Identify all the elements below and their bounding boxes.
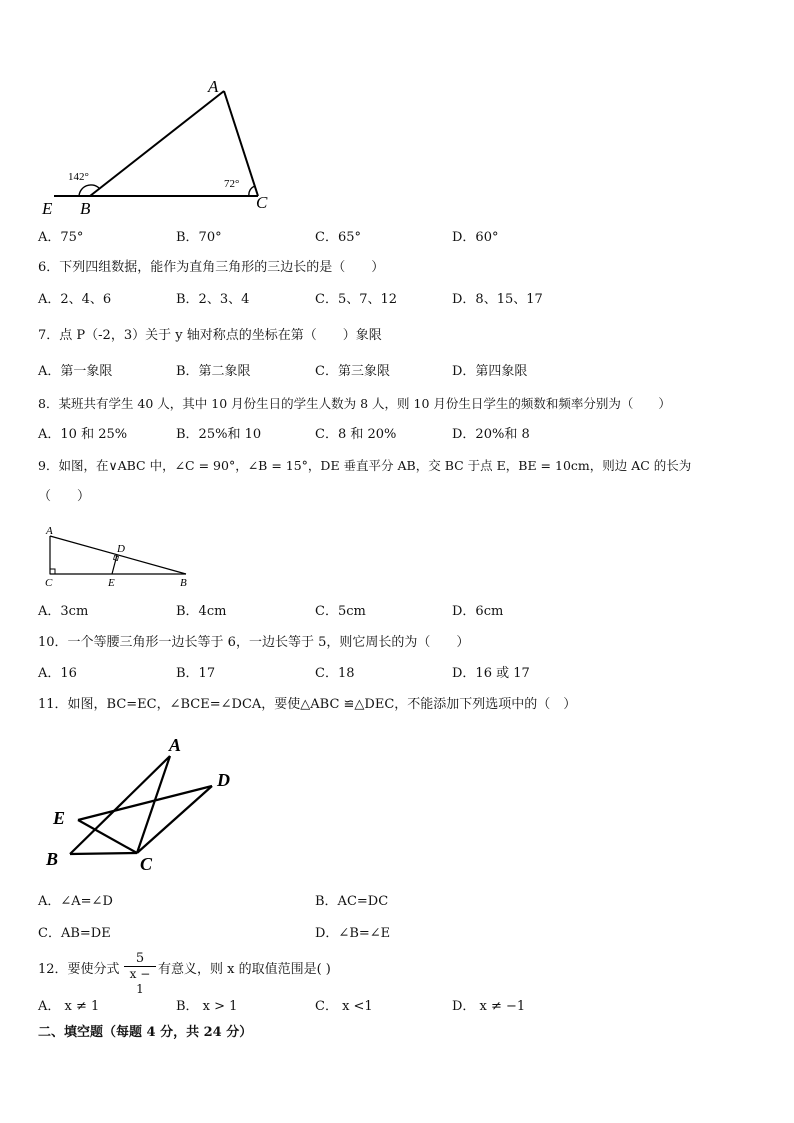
q12-stem-after: 有意义，则 x 的取值范围是( ) [158,962,331,977]
q8-stem: 8．某班共有学生 40 人，其中 10 月份生日的学生人数为 8 人，则 10 月份生日学生的频数和频率分别为（ ） [38,396,671,411]
q11-option-c[interactable]: C．AB=DE [38,926,111,941]
q12-stem-before: 12．要使分式 [38,962,120,977]
q12-option-d[interactable]: D． x ≠ −1 [452,999,526,1014]
fig1-label-c: C [256,193,268,212]
q9-option-d[interactable]: D．6cm [452,604,504,619]
q9-fig-label-a: A [46,525,53,537]
q9-fig-label-e: E [108,577,115,589]
q8-option-a[interactable]: A．10 和 25% [38,427,128,442]
q6-option-a[interactable]: A．2、4、6 [38,292,112,307]
figure-congruent-triangles [40,732,240,874]
q11-fig-label-d: D [217,770,230,790]
q10-stem: 10．一个等腰三角形一边长等于 6，一边长等于 5，则它周长的为（ ） [38,635,470,650]
q9-fig-label-c: C [45,577,53,589]
q6-stem: 6．下列四组数据，能作为直角三角形的三边长的是（ ） [38,260,385,275]
section-heading-fill-in: 二、填空题（每题 4 分，共 24 分） [38,1025,253,1040]
q5-option-d[interactable]: D．60° [452,230,499,245]
q9-stem-line1: 9．如图，在∨ABC 中，∠C = 90°，∠B = 15°，DE 垂直平分 AB，交 BC 于点 E，BE = 10cm，则边 AC 的长为 [38,458,692,473]
q8-option-d[interactable]: D．20%和 8 [452,427,530,442]
q5-option-c[interactable]: C．65° [315,230,361,245]
q11-option-d[interactable]: D．∠B=∠E [315,926,391,941]
figure-triangle-exterior-angle [36,74,276,222]
q5-option-a[interactable]: A．75° [38,230,84,245]
q9-stem-line2: （ ） [38,489,91,504]
q12-option-b[interactable]: B． x > 1 [176,999,238,1014]
q9-fig-label-b: B [180,577,187,589]
q7-option-c[interactable]: C．第三象限 [315,364,390,379]
q11-fig-label-a: A [169,735,182,755]
fig1-angle-c: 72° [224,178,240,190]
q10-option-a[interactable]: A．16 [38,666,77,681]
q9-option-b[interactable]: B．4cm [176,604,227,619]
q10-option-c[interactable]: C．18 [315,666,355,681]
fig1-label-a: A [208,77,219,96]
fig1-label-b: B [80,199,91,218]
q8-option-b[interactable]: B．25%和 10 [176,427,262,442]
q10-option-d[interactable]: D．16 或 17 [452,666,530,681]
q12-numerator: 5 [124,951,156,967]
q11-fig-label-e: E [53,808,66,828]
q8-option-c[interactable]: C．8 和 20% [315,427,397,442]
q12-option-c[interactable]: C． x <1 [315,999,373,1014]
q12-denominator: x − 1 [129,967,151,996]
q7-option-b[interactable]: B．第二象限 [176,364,251,379]
q5-option-b[interactable]: B．70° [176,230,222,245]
q10-option-b[interactable]: B．17 [176,666,216,681]
q7-option-a[interactable]: A．第一象限 [38,364,113,379]
q12-fraction [124,951,156,997]
q6-option-c[interactable]: C．5、7、12 [315,292,398,307]
q12-option-a[interactable]: A． x ≠ 1 [38,999,100,1014]
q9-fig-label-d: D [117,543,125,555]
q7-stem: 7．点 P（-2，3）关于 y 轴对称点的坐标在第（ ）象限 [38,328,382,343]
q6-option-d[interactable]: D．8、15、17 [452,292,543,307]
fig1-angle-b: 142° [68,171,89,183]
q9-option-a[interactable]: A．3cm [38,604,89,619]
fig1-label-e: E [42,199,53,218]
q11-option-a[interactable]: A．∠A=∠D [38,894,113,909]
q11-stem: 11．如图，BC=EC，∠BCE=∠DCA，要使△ABC ≌△DEC，不能添加下列选项中的（ ） [38,697,577,712]
q11-fig-label-c: C [140,854,153,874]
q7-option-d[interactable]: D．第四象限 [452,364,528,379]
q9-option-c[interactable]: C．5cm [315,604,366,619]
q6-option-b[interactable]: B．2、3、4 [176,292,250,307]
figure-right-triangle-bisector [40,522,200,592]
q11-fig-label-b: B [46,849,59,869]
q11-option-b[interactable]: B．AC=DC [315,894,389,909]
